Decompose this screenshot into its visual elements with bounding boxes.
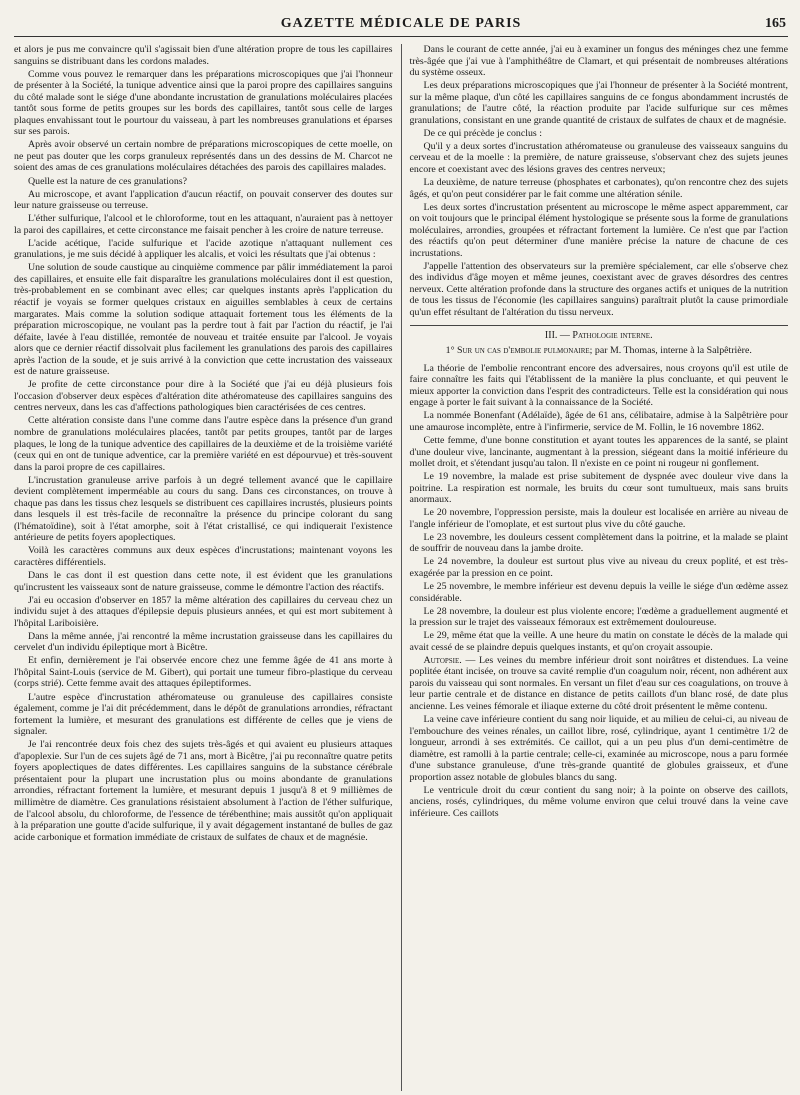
paragraph: La nommée Bonenfant (Adélaïde), âgée de 61 ans, célibataire, admise à la Salpêtrière pour une amaurose incomplète, entre à l'infirmerie, service de M. Follin, le 16 novembre 1862. — [409, 410, 788, 433]
paragraph — [410, 655, 789, 713]
paragraph: Le 24 novembre, la douleur est surtout plus vive au niveau du creux poplité, et est très-exagérée par la pression en ce point. — [409, 556, 788, 579]
paragraph: La veine cave inférieure contient du sang noir liquide, et au milieu de celui-ci, au niveau de l'embouchure des veines rénales, un caillot libre, rosé, cylindrique, ayant 1 centimètre 1/2 de longueur, arrondi à ses extrémités. Ce caillot, qui a un peu plus d'un demi-centimètre de diamètre, est ramolli à la partie centrale; celle-ci, examinée au microscope, nous a paru formée d'une substance granuleuse, d'une très-grande quantité de globules graisseux, et d'une proportion assez notable de globules blancs du sang. — [409, 714, 788, 783]
paragraph: Cette femme, d'une bonne constitution et ayant toutes les apparences de la santé, se plaint d'une douleur vive, lancinante, augmentant à la pression, siégeant dans la moitié inférieure du mollet droit, et s'étendant jusqu'au talon. Il n'existe en ce point ni rougeur ni gonflement. — [409, 434, 788, 470]
paragraph: Quelle est la nature de ces granulations? — [28, 175, 188, 187]
paragraph: Le 19 novembre, la malade est prise subitement de dyspnée avec douleur vive dans la poitrine. La respiration est normale, les bruits du cœur sont tumultueux, mais sans bruits anormaux. — [409, 471, 788, 506]
paragraph: Le ventricule droit du cœur contient du sang noir; à la pointe on observe des caillots, anciens, rosés, cylindriques, du même volume environ que celui trouvé dans la veine cave inférieure. Ces caillots — [409, 784, 788, 819]
paragraph: Les deux préparations microscopiques que j'ai l'honneur de présenter à la Société montrent, sur la même plaque, d'un côté les capillaires sanguins de ce fongus abondamment incrustés de granulations; de l'autre côté, la réaction produite par l'acide sulfurique sur ces mêmes granulations, consistant en une grande quantité de cristaux de sulfates de chaux et de magnésie. — [409, 80, 788, 126]
paragraph: J'ai eu occasion d'observer en 1857 la même altération des capillaires du cerveau chez un individu sujet à des attaques d'épilepsie depuis plusieurs années, et qui est mort subitement à l'hôpital Lariboisière. — [14, 594, 393, 629]
paragraph: Après avoir observé un certain nombre de préparations microscopiques de cette moelle, on ne peut pas douter que les corps granuleux représentés dans un des dessins de M. Charcot ne soient des amas de ces granulations moléculaires détachées des parois des capillaires malades. — [14, 139, 393, 174]
paragraph: Le 20 novembre, l'oppression persiste, mais la douleur est localisée en arrière au niveau de l'angle inférieur de l'omoplate, et est surtout plus vive du côté gauche. — [409, 507, 788, 530]
page-header — [14, 14, 788, 37]
paragraph: et alors je pus me convaincre qu'il s'agissait bien d'une altération propre de tous les capillaires sanguins se distribuant dans les cordons malades. — [14, 44, 393, 67]
journal-title: GAZETTE MÉDICALE DE PARIS — [280, 16, 522, 31]
left-column — [14, 44, 401, 1091]
autopsie-label: Autopsie. — [423, 654, 462, 666]
paragraph: L'éther sulfurique, l'alcool et le chloroforme, tout en les attaquant, n'auraient pas à nettoyer la paroi des capillaires, et cette circonstance me faisait pencher à les croire de nature terreuse. — [14, 213, 393, 236]
text-columns — [14, 44, 788, 1091]
paragraph: J'appelle l'attention des observateurs sur la première spécialement, car elle s'observe chez des individus d'âge moyen et même jeunes, coexistant avec de graves désordres des centres nerveux. Cette altération profonde dans la structure des organes actifs et uniques de la nutrition de tous les tissus de l'économie (les capillaires sanguins) paraîtrait plutôt la cause primordiale qu'un effet résultant de l'altération du tissu nerveux. — [409, 260, 788, 319]
paragraph: Le 25 novembre, le membre inférieur est devenu depuis la veille le siége d'un œdème assez considérable. — [409, 581, 788, 604]
paragraph: Le 28 novembre, la douleur est plus violente encore; l'œdème a graduellement augmenté et la pression sur le trajet des vaisseaux fémoraux est extrêmement douloureuse. — [409, 605, 788, 629]
paragraph: De ce qui précède je conclus : — [423, 127, 542, 139]
paragraph: Au microscope, et avant l'application d'aucun réactif, on pouvait conserver des doutes sur leur nature graisseuse ou terreuse. — [14, 188, 393, 212]
section-heading: III. — Pathologie interne. — [410, 325, 789, 342]
page-number: 165 — [765, 16, 786, 31]
paragraph: Comme vous pouvez le remarquer dans les préparations microscopiques que j'ai l'honneur de présenter à la Société, la tunique adventice ainsi que la paroi propre des capillaires sanguins du côté malade sont le siége d'une abondante incrustation de granulations moléculaires placées tantôt sous forme de petits groupes sur les bords des capillaires, tantôt sous celle de larges plaques envahissant tout le pourtour du vaisseau, à part les nombreuses granulations et éparses sur ses parois. — [14, 68, 393, 138]
article-author: par M. Thomas, interne à la Salpêtrière. — [594, 345, 752, 357]
paragraph: Je l'ai rencontrée deux fois chez des sujets très-âgés et qui avaient eu plusieurs attaques d'apoplexie. Sur l'un de ces sujets âgé de 71 ans, mort à Bicêtre, j'ai pu reconnaître quatre petits foyers apoplectiques de dates différentes. Les capillaires sanguins de la substance cérébrale présentaient pour la plupart une incrustation plus ou moins abondante de granulations arrondies, réfractant fortement la lumière, et mesurant depuis 1 jusqu'à 8 et 9 millièmes de millimètre de diamètre. Ces granulations résistaient absolument à l'action de l'éther sulfurique, de l'alcool absolu, du chloroforme, de l'essence de térébenthine; mais aussitôt qu'on appliquait à la préparation une goutte d'acide sulfurique, il y avait dégagement instantané de bulles de gaz acide carbonique et formation immédiate de cristaux de sulfates de chaux et de magnésie. — [14, 739, 393, 843]
paragraph: L'acide acétique, l'acide sulfurique et l'acide azotique n'attaquant nullement ces granulations, je me suis décidé à appliquer les alcalis, et voici les résultats que j'ai obtenus : — [14, 237, 393, 261]
paragraph: La deuxième, de nature terreuse (phosphates et carbonates), qu'on rencontre chez des sujets âgés, et qu'on peut considérer par le fait comme une altération sénile. — [409, 177, 788, 200]
paragraph: L'incrustation granuleuse arrive parfois à un degré tellement avancé que le capillaire devient complètement imperméable au cours du sang. Dans ces circonstances, on trouve à chaque pas dans les tissus chez lesquels se distribuent ces capillaires incrustés, plusieurs points dans lesquels il est très-facile de reconnaître la présence du principe colorant du sang (l'hématoïdine), soit à l'état amorphe, soit à l'état cristallisé, ce qui indiquerait l'existence antérieure de petits foyers apoplectiques. — [14, 474, 393, 544]
paragraph: Le 29, même état que la veille. A une heure du matin on constate le décès de la malade qui avait cessé de se plaindre depuis quelques instants, et qu'on croyait assoupie. — [409, 630, 788, 653]
article-title: 1° Sur un cas d'embolie pulmonaire; — [445, 345, 593, 357]
paragraph: Dans le cas dont il est question dans cette note, il est évident que les granulations qu'incrustent les vaisseaux sont de nature graisseuse, comme le démontre l'action des réactifs. — [14, 570, 393, 593]
right-column — [401, 44, 789, 1091]
article-heading — [410, 345, 789, 357]
paragraph: Dans la même année, j'ai rencontré la même incrustation graisseuse dans les capillaires du cervelet d'un individu épileptique mort à Bicêtre. — [14, 630, 393, 654]
paragraph: Je profite de cette circonstance pour dire à la Société que j'ai eu déjà plusieurs fois l'occasion d'observer deux espèces d'altération dite athéromateuse des capillaires sanguins des centres nerveux, dans les cas d'affections pathologiques bien caractérisées de ces centres. — [14, 379, 393, 414]
paragraph: Voilà les caractères communs aux deux espèces d'incrustations; maintenant voyons les caractères différentiels. — [14, 545, 393, 569]
autopsie-text: — Les veines du membre inférieur droit sont noirâtres et distendues. La veine poplitée étant incisée, on trouve sa cavité remplie d'un coagulum noir, récent, non adhérent aux parois du vaisseau qui sont normales. En versant un filet d'eau sur ces coagulations, on trouve à leur partie centrale et de distance en distance de petits caillots d'un blanc rosé, de date plus ancienne. Les veines fémorale et iliaque externe du côté droit présentent le même contenu. — [409, 654, 788, 712]
paragraph: L'autre espèce d'incrustation athéromateuse ou granuleuse des capillaires consiste également, comme je l'ai dit précédemment, dans le dépôt de granulations arrondies, réfractant fortement la lumière, et mesurant des granulations est différente de celles que je viens de signaler. — [14, 691, 393, 738]
paragraph: Les deux sortes d'incrustation présentent au microscope le même aspect apparemment, car on voit toujours que le principal élément hystologique se présente sous la forme de granulations moléculaires, arrondies, groupées et réfractant fortement la lumière. Ce n'est que par l'action des réactifs qu'on peut déterminer d'une manière précise la nature de chacune de ces incrustations. — [409, 201, 788, 259]
paragraph: La théorie de l'embolie rencontrant encore des adversaires, nous croyons qu'il est utile de faire connaître les faits qui l'établissent de la manière la plus concluante, et qui peuvent le mieux apporter la conviction dans l'esprit des contradicteurs. Telle est la considération qui nous engage à porter le fait suivant à la connaissance de la Société. — [409, 362, 788, 409]
paragraph: Et enfin, dernièrement je l'ai observée encore chez une femme âgée de 41 ans morte à l'hôpital Saint-Louis (service de M. Gibert), qui portait une tumeur fibro-plastique du cerveau (corps strié). Cette femme avait des attaques épileptiformes. — [14, 655, 393, 690]
paragraph: Une solution de soude caustique au cinquième commence par pâlir immédiatement la paroi des capillaires, et ensuite elle fait disparaître les granulations moléculaires dont il est question, très-probablement en se combinant avec elles; car quelques instants après l'application du réactif je voyais se former quelques cristaux en aiguilles semblables à ceux de certains margarates. Mais comme la solution sodique attaquait fortement tous les éléments de la préparation microscopique, ne voulant pas la perdre tout à fait par l'action du réactif, je l'ai défaite, lavée à l'eau distillée, remontée de nouveau et traitée ensuite par l'alcool. Je voyais alors que ce dernier réactif dissolvait plus facilement les granulations des parois des capillaires après l'action de la soude, et je suis arrivé à la conviction que cette incrustation des vaisseaux est de nature graisseuse. — [14, 262, 393, 378]
paragraph: Cette altération consiste dans l'une comme dans l'autre espèce dans la présence d'un grand nombre de granulations moléculaires placées, tantôt par petits groupes, tantôt par de larges plaques, le long de la tunique adventice des capillaires de la deuxième et de la troisième variété (ceux qui en ont de tunique adventice, car la première variété en est dépourvue) et très-souvent dans la paroi propre de ces capillaires. — [14, 415, 393, 473]
paragraph: Dans le courant de cette année, j'ai eu à examiner un fongus des méninges chez une femme très-âgée que j'ai vue à l'amphithéâtre de Clamart, et qui présentait de nombreuses altérations du système osseux. — [409, 44, 788, 79]
paragraph: Qu'il y a deux sortes d'incrustation athéromateuse ou granuleuse des vaisseaux sanguins du cerveau et de la moelle : la première, de nature graisseuse, s'observant chez des sujets jeunes encore et coexistant avec des lésions graves des centres nerveux; — [409, 140, 788, 175]
paragraph: Le 23 novembre, les douleurs cessent complètement dans la poitrine, et la malade se plaint de souffrir de nouveau dans la jambe droite. — [409, 531, 788, 555]
